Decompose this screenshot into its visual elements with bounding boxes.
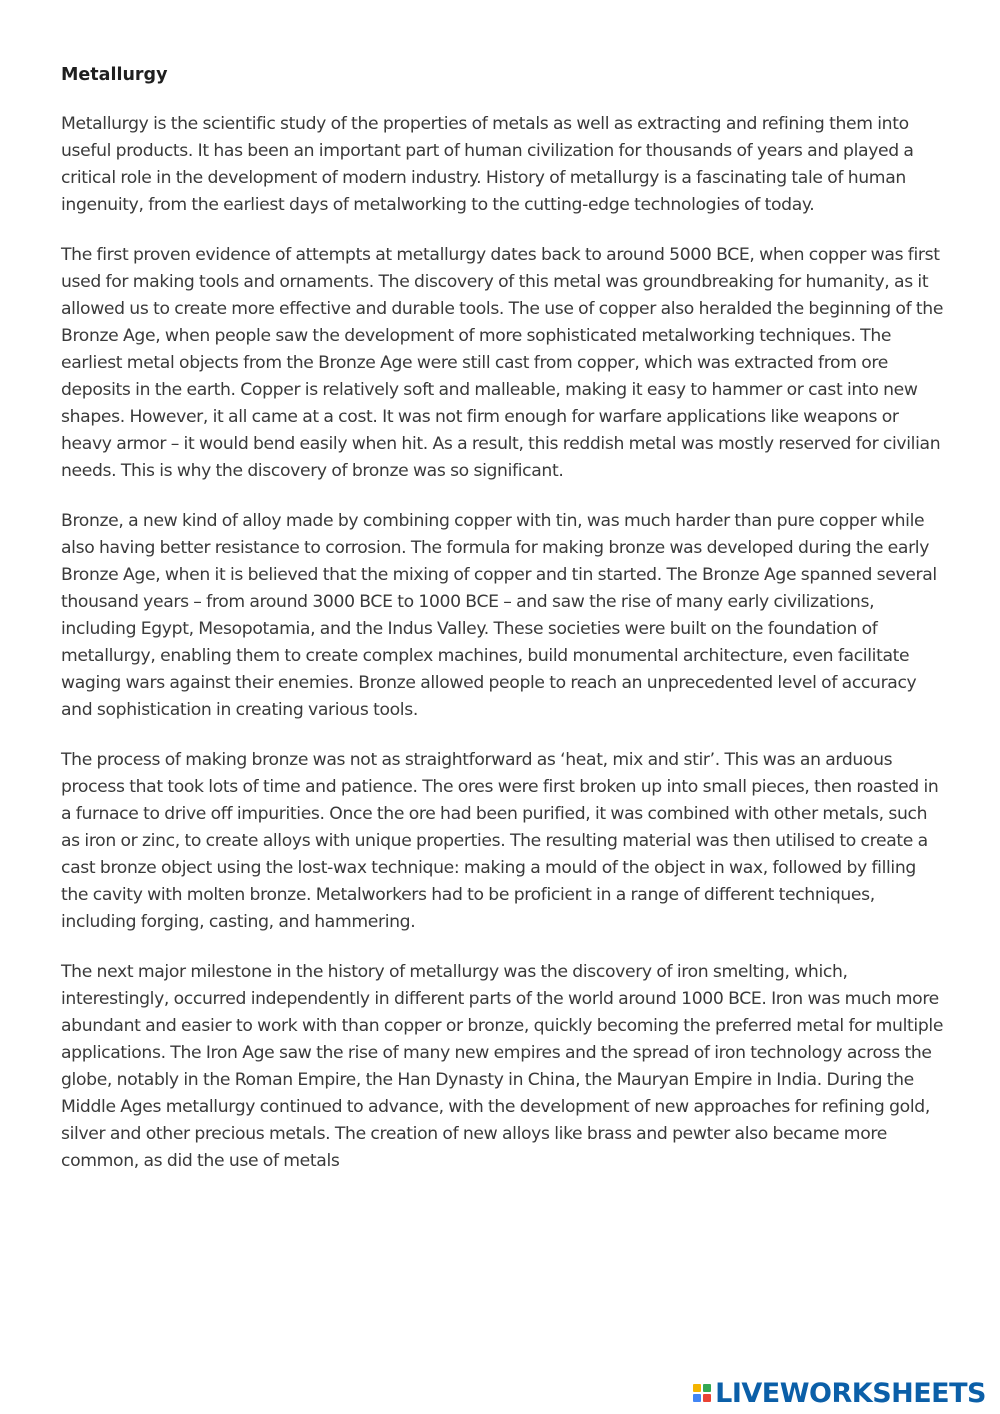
logo-square-3 bbox=[693, 1394, 701, 1402]
logo-square-4 bbox=[703, 1394, 711, 1402]
logo-square-2 bbox=[703, 1384, 711, 1392]
worksheet-page bbox=[61, 60, 946, 1198]
paragraph-bronze-process: The process of making bronze was not as straightforward as ‘heat, mix and stir’. This was an arduous process that took lots of time and patience. The ores were first broken up into small pieces, then roasted in a furnace to drive off impurities. Once the ore had been purified, it was combined with other metals, such as iron or zinc, to create alloys with unique properties. The resulting material was then utilised to create a cast bronze object using the lost-wax technique: making a mould of the object in wax, followed by filling the cavity with molten bronze. Metalworkers had to be proficient in a range of different techniques, including forging, casting, and hammering. bbox=[61, 750, 939, 932]
liveworksheets-logo bbox=[693, 1377, 986, 1409]
paragraph-bronze: Bronze, a new kind of alloy made by combining copper with tin, was much harder than pure copper while also having better resistance to corrosion. The formula for making bronze was developed during the early Bronze Age, when it is believed that the mixing of copper and tin started. The Bronze Age spanned several thousand years – from around 3000 BCE to 1000 BCE – and saw the rise of many early civilizations, including Egypt, Mesopotamia, and the Indus Valley. These societies were built on the foundation of metallurgy, enabling them to create complex machines, build monumental architecture, even facilitate waging wars against their enemies. Bronze allowed people to reach an unprecedented level of accuracy and sophistication in creating various tools. bbox=[61, 511, 937, 720]
logo-square-1 bbox=[693, 1384, 701, 1392]
paragraph-intro: Metallurgy is the scientific study of the properties of metals as well as extracting and refining them into useful products. It has been an important part of human civilization for thousands of years and played a critical role in the development of modern industry. History of metallurgy is a fascinating tale of human ingenuity, from the earliest days of metalworking to the cutting-edge technologies of today. bbox=[61, 114, 914, 215]
paragraph-copper: The first proven evidence of attempts at metallurgy dates back to around 5000 BCE, when copper was first used for making tools and ornaments. The discovery of this metal was groundbreaking for humanity, as it allowed us to create more effective and durable tools. The use of copper also heralded the beginning of the Bronze Age, when people saw the development of more sophisticated metalworking techniques. The earliest metal objects from the Bronze Age were still cast from copper, which was extracted from ore deposits in the earth. Copper is relatively soft and malleable, making it easy to hammer or cast into new shapes. However, it all came at a cost. It was not firm enough for warfare applications like weapons or heavy armor – it would bend easily when hit. As a result, this reddish metal was mostly reserved for civilian needs. This is why the discovery of bronze was so significant. bbox=[61, 245, 944, 481]
document-title: Metallurgy bbox=[61, 65, 168, 85]
logo-text: LIVEWORKSHEETS bbox=[715, 1377, 986, 1409]
liveworksheets-logo-icon bbox=[693, 1384, 711, 1402]
paragraph-iron: The next major milestone in the history of metallurgy was the discovery of iron smelting, which, interestingly, occurred independently in different parts of the world around 1000 BCE. Iron was much more abundant and easier to work with than copper or bronze, quickly becoming the preferred metal for multiple applications. The Iron Age saw the rise of many new empires and the spread of iron technology across the globe, notably in the Roman Empire, the Han Dynasty in China, the Mauryan Empire in India. During the Middle Ages metallurgy continued to advance, with the development of new approaches for refining gold, silver and other precious metals. The creation of new alloys like brass and pewter also became more common, as did the use of metals bbox=[61, 962, 944, 1171]
